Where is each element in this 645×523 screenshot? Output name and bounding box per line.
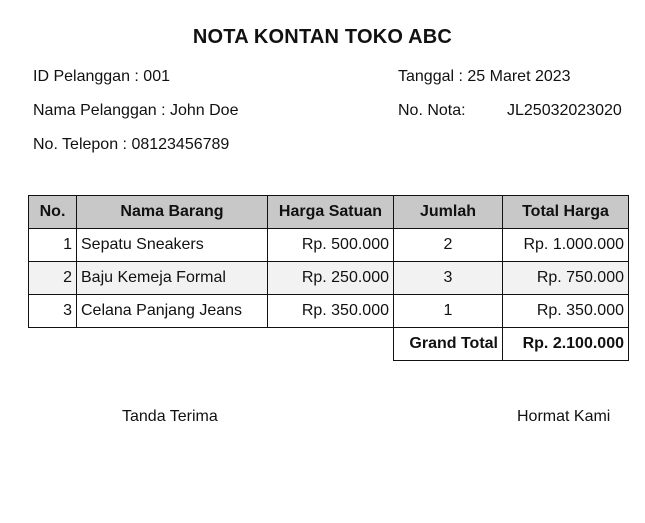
cell-unit-price: Rp. 500.000 [268,229,394,262]
grand-total-row [29,328,629,361]
items-table [28,195,629,361]
cell-unit-price: Rp. 250.000 [268,262,394,295]
cell-item-name: Baju Kemeja Formal [77,262,268,295]
cell-no: 2 [29,262,77,295]
cell-quantity: 3 [394,262,503,295]
cell-total-price: Rp. 1.000.000 [503,229,629,262]
cell-no: 1 [29,229,77,262]
header-unit-price: Harga Satuan [268,196,394,229]
customer-name: Nama Pelanggan : John Doe [33,102,239,119]
cell-quantity: 1 [394,295,503,328]
customer-phone: No. Telepon : 08123456789 [33,136,230,153]
cell-total-price: Rp. 350.000 [503,295,629,328]
header-no: No. [29,196,77,229]
cell-item-name: Sepatu Sneakers [77,229,268,262]
table-row [29,229,629,262]
invoice-number-label: No. Nota: [398,102,466,119]
cell-quantity: 2 [394,229,503,262]
header-total-price: Total Harga [503,196,629,229]
cell-unit-price: Rp. 350.000 [268,295,394,328]
table-row [29,262,629,295]
invoice-number: JL25032023020 [507,102,622,119]
header-item-name: Nama Barang [77,196,268,229]
grand-total-label: Grand Total [394,328,503,361]
sender-signature-label: Hormat Kami [517,408,611,425]
grand-total-spacer [29,328,394,361]
grand-total-value: Rp. 2.100.000 [503,328,629,361]
cell-item-name: Celana Panjang Jeans [77,295,268,328]
cell-no: 3 [29,295,77,328]
cell-total-price: Rp. 750.000 [503,262,629,295]
customer-id: ID Pelanggan : 001 [33,68,170,85]
header-quantity: Jumlah [394,196,503,229]
invoice-date: Tanggal : 25 Maret 2023 [398,68,571,85]
table-header-row [29,196,629,229]
receiver-signature-label: Tanda Terima [122,408,218,425]
document-title: NOTA KONTAN TOKO ABC [192,26,453,48]
table-row [29,295,629,328]
